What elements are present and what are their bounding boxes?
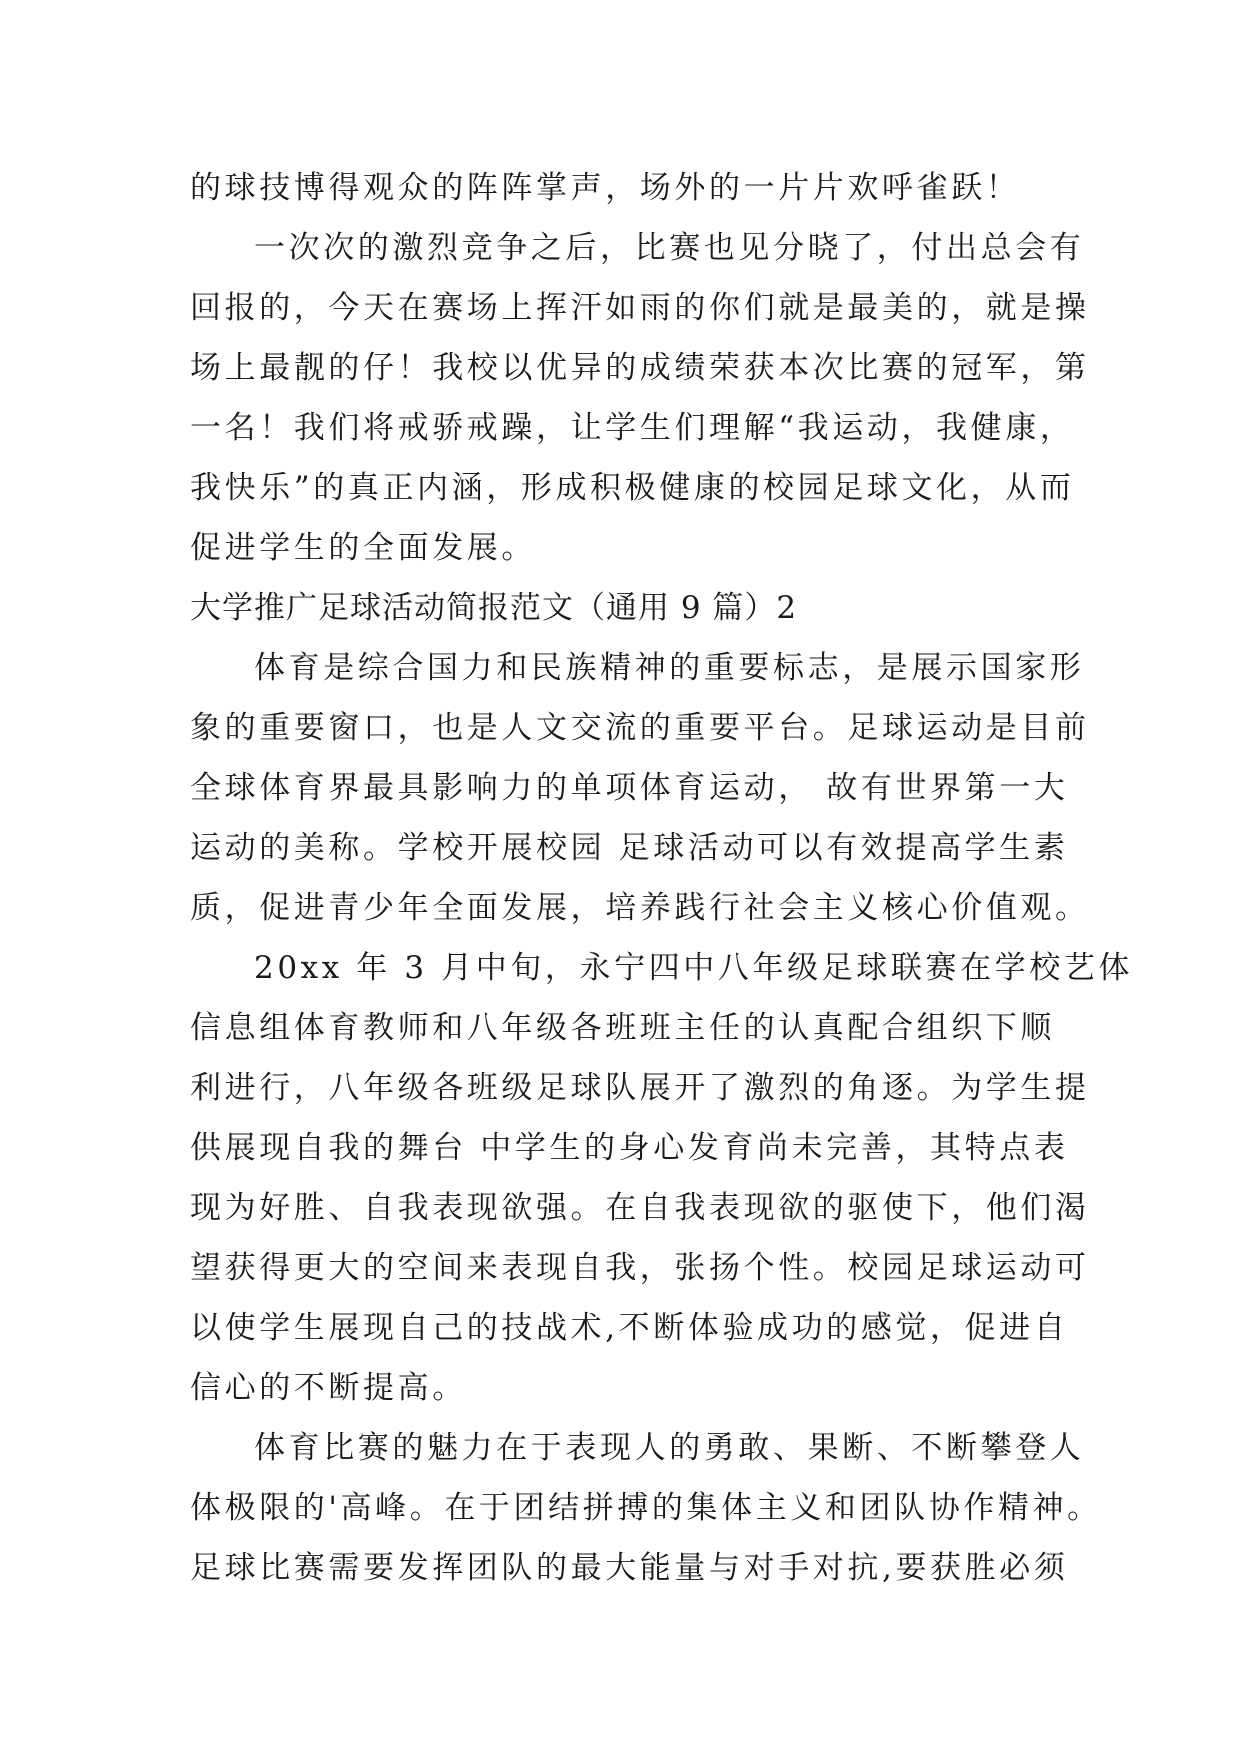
paragraph-line: 场上最靓的仔！我校以优异的成绩荣获本次比赛的冠军，第 [190,350,1090,386]
paragraph-line: 体育是综合国力和民族精神的重要标志，是展示国家形 [254,650,1085,686]
paragraph-line: 以使学生展现自己的技战术,不断体验成功的感觉，促进自 [190,1310,1069,1346]
paragraph-line: 信息组体育教师和八年级各班班主任的认真配合组织下顺 [190,1010,1055,1046]
paragraph-line: 一次次的激烈竞争之后，比赛也见分晓了，付出总会有 [254,230,1085,266]
paragraph-line: 足球比赛需要发挥团队的最大能量与对手对抗,要获胜必须 [190,1550,1069,1586]
paragraph-line: 体育比赛的魅力在于表现人的勇敢、果断、不断攀登人 [254,1430,1085,1466]
paragraph-line: 促进学生的全面发展。 [190,530,536,566]
paragraph-line: 我快乐”的真正内涵，形成积极健康的校园足球文化，从而 [190,470,1075,506]
paragraph-line: 象的重要窗口，也是人文交流的重要平台。足球运动是目前 [190,710,1090,746]
paragraph-line: 运动的美称。学校开展校园 足球活动可以有效提高学生素 [190,830,1069,866]
paragraph-line: 现为好胜、自我表现欲强。在自我表现欲的驱使下，他们渴 [190,1190,1090,1226]
paragraph-line: 体极限的'高峰。在于团结拼搏的集体主义和团队协作精神。 [190,1490,1102,1526]
paragraph-line: 信心的不断提高。 [190,1370,467,1406]
paragraph-line: 全球体育界最具影响力的单项体育运动， 故有世界第一大 [190,770,1069,806]
paragraph-line: 20xx 年 3 月中旬，永宁四中八年级足球联赛在学校艺体 [254,950,1134,986]
paragraph-line: 供展现自我的舞台 中学生的身心发育尚未完善，其特点表 [190,1130,1069,1166]
paragraph-line: 望获得更大的空间来表现自我，张扬个性。校园足球运动可 [190,1250,1090,1286]
section-heading: 大学推广足球活动简报范文（通用 9 篇）2 [190,590,798,626]
paragraph-line: 回报的，今天在赛场上挥汗如雨的你们就是最美的，就是操 [190,290,1090,326]
paragraph-line: 质，促进青少年全面发展，培养践行社会主义核心价值观。 [190,890,1090,926]
paragraph-line: 一名！我们将戒骄戒躁，让学生们理解“我运动，我健康， [190,410,1075,446]
paragraph-line: 的球技博得观众的阵阵掌声，场外的一片片欢呼雀跃！ [190,170,1021,206]
paragraph-line: 利进行，八年级各班级足球队展开了激烈的角逐。为学生提 [190,1070,1090,1106]
